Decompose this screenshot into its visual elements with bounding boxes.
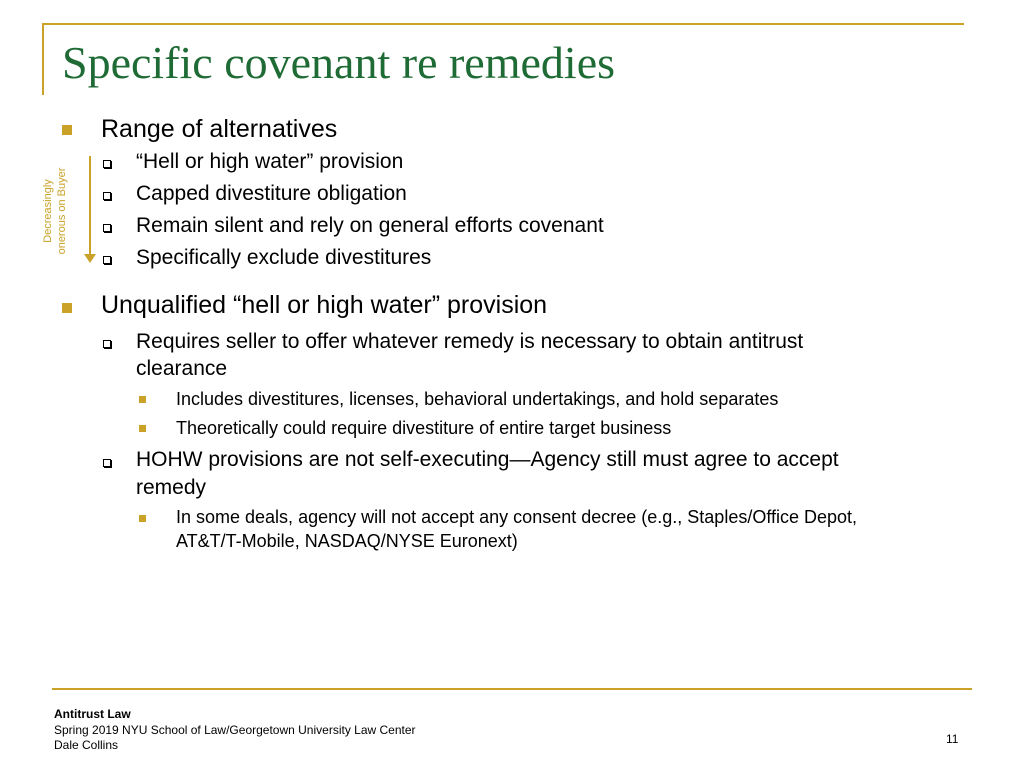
footer-course: Antitrust Law [54, 707, 131, 721]
side-label-line-2: onerous on Buyer [56, 167, 68, 255]
down-arrow-shaft [89, 156, 91, 256]
slide-title: Specific covenant re remedies [62, 37, 616, 88]
list-item: Requires seller to offer whatever remedy is necessary to obtain antitrust [136, 330, 804, 353]
small-square-bullet-icon [139, 396, 146, 403]
title-frame-top-rule [42, 23, 964, 25]
bullet-square-icon [62, 125, 72, 135]
list-item: Theoretically could require divestiture of entire target business [176, 418, 672, 438]
bullet-square-icon [62, 303, 72, 313]
side-label-line-1: Decreasingly [42, 179, 54, 243]
title-frame-left-rule [42, 23, 44, 95]
list-item: HOHW provisions are not self-executing—Agency still must agree to accept [136, 448, 839, 471]
list-item: Includes divestitures, licenses, behavioral undertakings, and hold separates [176, 389, 779, 409]
list-item: Capped divestiture obligation [136, 182, 407, 205]
small-square-bullet-icon [139, 425, 146, 432]
hollow-square-bullet-icon [103, 224, 111, 232]
list-item-continuation: clearance [136, 357, 228, 380]
hollow-square-bullet-icon [103, 459, 111, 467]
bullet-range-of-alternatives: Range of alternatives [101, 115, 338, 143]
list-item-continuation: remedy [136, 476, 207, 499]
list-item: In some deals, agency will not accept any consent decree (e.g., Staples/Office Depot, [176, 507, 858, 527]
small-square-bullet-icon [139, 515, 146, 522]
list-item: Specifically exclude divestitures [136, 246, 432, 269]
list-item: Remain silent and rely on general efforts covenant [136, 214, 604, 237]
decreasing-onerous-label [41, 151, 69, 271]
hollow-square-bullet-icon [103, 256, 111, 264]
list-item-continuation: AT&T/T-Mobile, NASDAQ/NYSE Euronext) [176, 531, 518, 551]
page-number: 11 [946, 732, 959, 746]
footer-term: Spring 2019 NYU School of Law/Georgetown University Law Center [54, 723, 416, 737]
down-arrow-icon [84, 254, 96, 263]
hollow-square-bullet-icon [103, 340, 111, 348]
list-item: “Hell or high water” provision [136, 150, 404, 173]
footer-rule [52, 688, 972, 690]
hollow-square-bullet-icon [103, 192, 111, 200]
footer-author: Dale Collins [54, 738, 119, 752]
bullet-unqualified-hohw: Unqualified “hell or high water” provision [101, 291, 548, 319]
hollow-square-bullet-icon [103, 160, 111, 168]
